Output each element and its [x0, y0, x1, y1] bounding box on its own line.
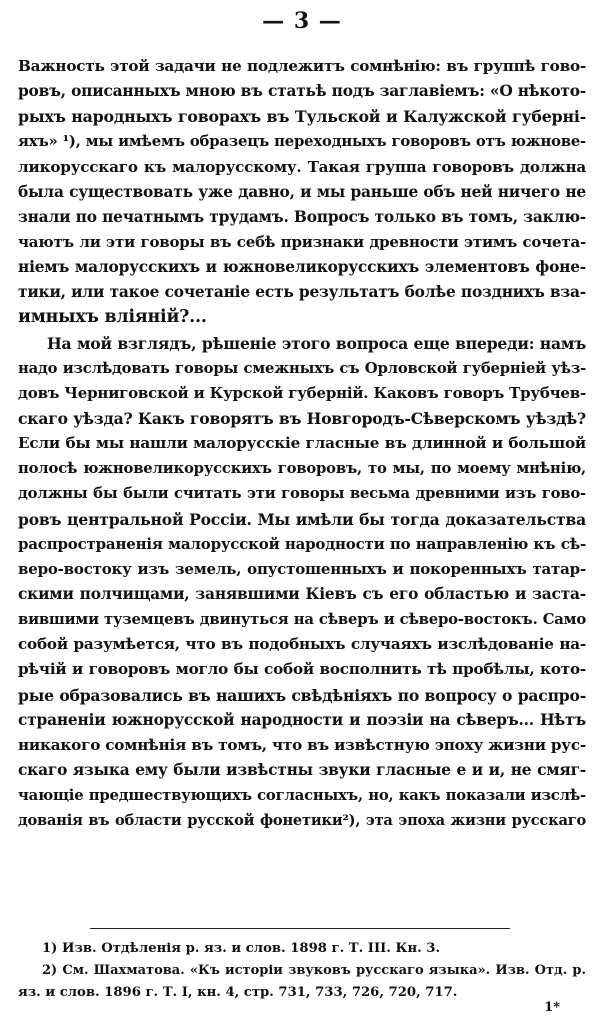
- paragraph-2-line: полосѣ южновеликорусскихъ говоровъ, то мы, по моему мнѣнію,: [18, 460, 586, 478]
- paragraph-2-line: веро-востоку изъ земель, опустошенныхъ и покоренныхъ татар-: [18, 559, 586, 578]
- paragraph-2-line: Если бы мы нашли малорусскіе гласные въ длинной и большой: [18, 434, 586, 453]
- paragraph-2-line: распространенія малорусской народности по направленію къ сѣ-: [18, 534, 586, 553]
- paragraph-2-line: рые образовались въ нашихъ свѣдѣніяхъ по вопросу о распро-: [18, 685, 586, 705]
- paragraph-2-line: вившими туземцевъ двинуться на сѣверъ и сѣверо-востокъ. Само: [18, 611, 586, 629]
- footnote-1: 1) Изв. Отдѣленія р. яз. и слов. 1898 г. Т. III. Кн. 3.: [42, 941, 441, 956]
- paragraph-2-line: скими полчищами, занявшими Кіевъ съ его областью и заста-: [18, 584, 586, 603]
- paragraph-2-line: надо изслѣдовать говоры смежныхъ съ Орловской губерніей уѣз-: [18, 359, 586, 377]
- paragraph-2-line: должны бы были считать эти говоры весьма древними изъ гово-: [18, 485, 586, 503]
- paragraph-1-line: Важность этой задачи не подлежитъ сомнѣнію: въ группѣ гово-: [18, 57, 586, 75]
- paragraph-1-line: ровъ, описанныхъ мною въ статьѣ подъ заглавіемъ: «О нѣкото-: [18, 82, 586, 101]
- paragraph-1-line: яхъ» ¹), мы имѣемъ образецъ переходныхъ говоровъ отъ южнове-: [18, 133, 586, 151]
- page-number: — 3 —: [262, 8, 342, 34]
- paragraph-2-line: собой разумѣется, что въ подобныхъ случаяхъ изслѣдованіе на-: [18, 635, 586, 654]
- paragraph-2-line: скаго уѣзда? Какъ говорятъ въ Новгородъ-Сѣверскомъ уѣздѣ?: [18, 408, 586, 428]
- paragraph-1-line: чаютъ ли эти говоры въ себѣ признаки древности этимъ сочета-: [18, 232, 586, 251]
- body-text: [18, 54, 586, 833]
- paragraph-2-line: ровъ центральной Россіи. Мы имѣли бы тогда доказательства: [18, 509, 586, 529]
- paragraph-1-line: ніемъ малорусскихъ и южновеликорусскихъ элементовъ фоне-: [18, 258, 586, 277]
- paragraph-2-line: никакого сомнѣнія въ томъ, что въ извѣстную эпоху жизни рус-: [18, 735, 586, 754]
- paragraph-2-line: довъ Черниговской и Курской губерній. Каковъ говоръ Трубчев-: [18, 383, 586, 402]
- signature-mark: 1*: [544, 1000, 560, 1015]
- footnote-divider: [90, 928, 510, 929]
- paragraph-2-line: дованія въ области русской фонетики²), эта эпоха жизни русскаго: [18, 812, 586, 830]
- paragraph-1-line: имныхъ вліяній?...: [18, 307, 207, 328]
- paragraph-1-line: рыхъ народныхъ говорахъ въ Тульской и Калужской губерні-: [18, 107, 586, 127]
- paragraph-1-line: ликорусскаго къ малорусскому. Такая группа говоровъ должна: [18, 157, 586, 176]
- paragraph-2-line: На мой взглядъ, рѣшеніе этого вопроса еще впереди: намъ: [47, 333, 586, 353]
- paragraph-2-line: чающіе предшествующихъ согласныхъ, но, какъ показали изслѣ-: [18, 787, 586, 805]
- footnote-2-continuation: яз. и слов. 1896 г. Т. I, кн. 4, стр. 731, 733, 726, 720, 717.: [18, 985, 458, 1000]
- footnote-2: 2) См. Шахматова. «Къ исторіи звуковъ русскаго языка». Изв. Отд. р.: [42, 963, 586, 978]
- paragraph-1-line: знали по печатнымъ трудамъ. Вопросъ только въ томъ, заклю-: [18, 207, 586, 226]
- footnotes: [18, 938, 586, 1004]
- paragraph-2-line: страненіи южнорусской народности и поэзіи на сѣверъ... Нѣтъ: [18, 710, 586, 729]
- paragraph-2-line: рѣчій и говоровъ могло бы собой восполнить тѣ пробѣлы, кото-: [18, 660, 586, 679]
- paragraph-1-line: была существовать уже давно, и мы раньше объ ней ничего не: [18, 182, 586, 201]
- paragraph-1-line: тики, или такое сочетаніе есть результатъ болѣе позднихъ вза-: [18, 283, 586, 302]
- paragraph-2-line: скаго языка ему были извѣстны звуки гласные е и и, не смяг-: [18, 760, 586, 779]
